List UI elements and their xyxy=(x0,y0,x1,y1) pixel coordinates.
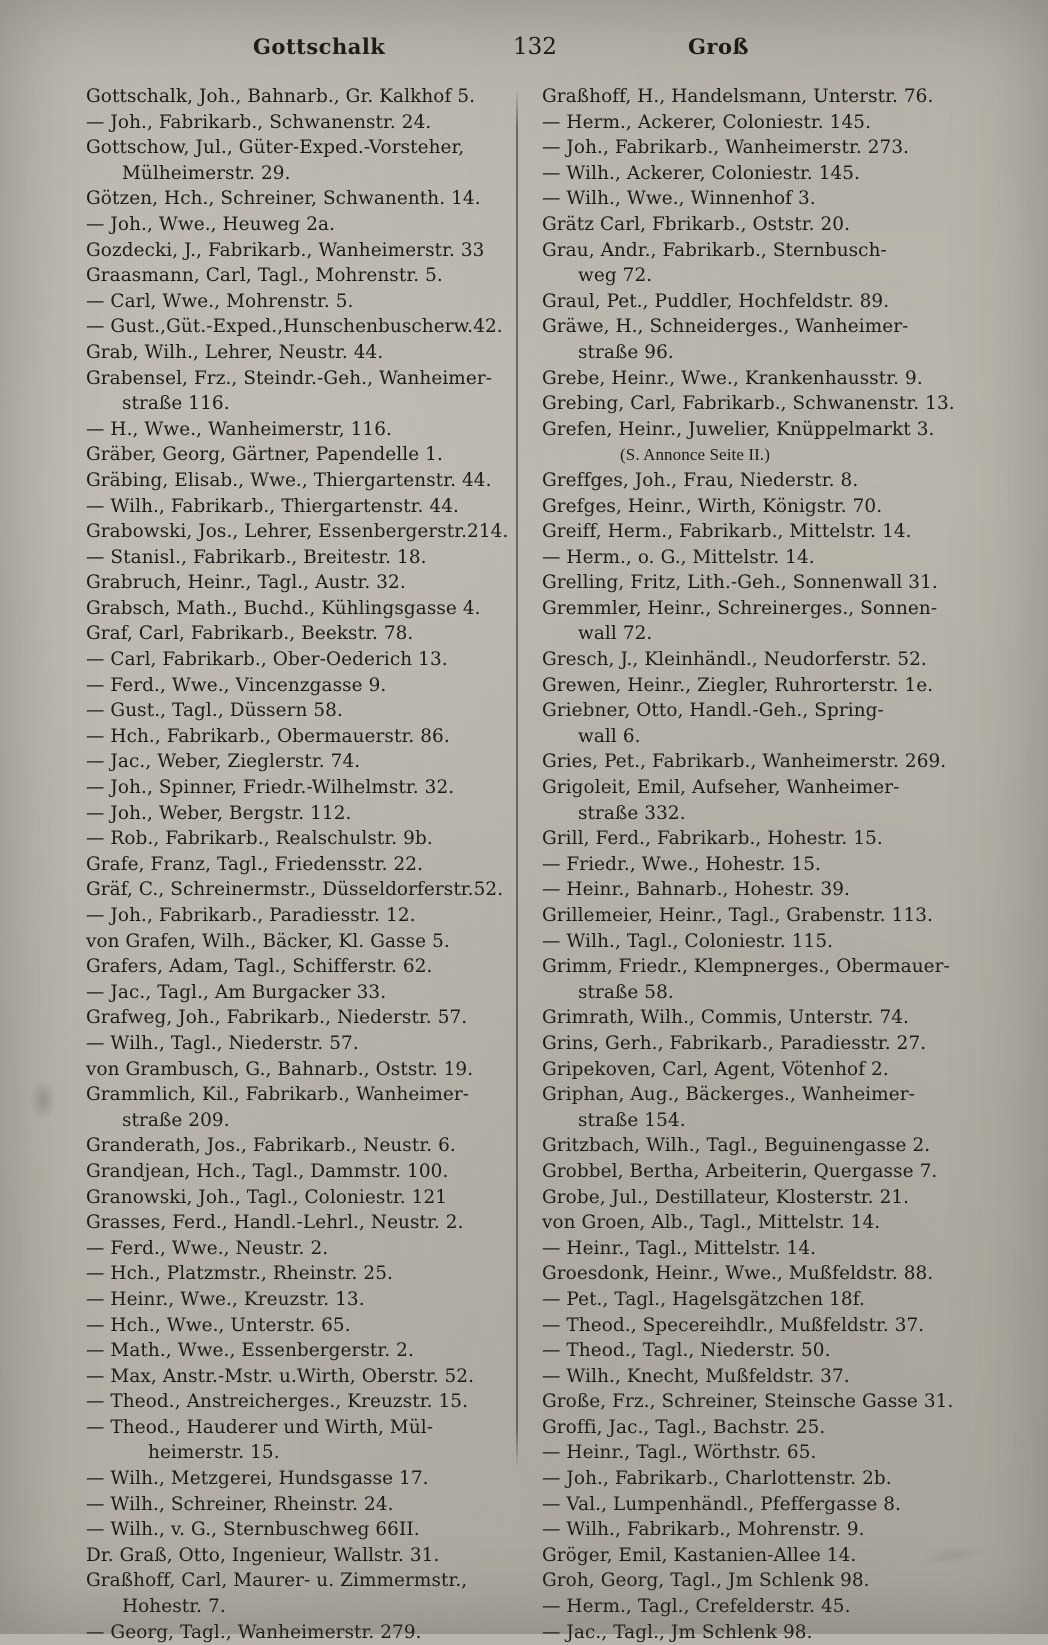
directory-entry: Graf, Carl, Fabrikarb., Beekstr. 78. xyxy=(86,623,414,645)
directory-entry: Grebe, Heinr., Wwe., Krankenhausstr. 9. xyxy=(542,367,923,389)
directory-entry: straße 332. xyxy=(578,802,686,824)
directory-entry: — Joh., Fabrikarb., Schwanenstr. 24. xyxy=(86,111,432,133)
directory-entry: — Joh., Fabrikarb., Paradiesstr. 12. xyxy=(86,905,416,926)
directory-entry: — Wilh., Schreiner, Rheinstr. 24. xyxy=(86,1493,394,1515)
directory-entry: — Theod., Specereihdlr., Mußfeldstr. 37. xyxy=(542,1314,925,1336)
directory-entry: — Wilh., Fabrikarb., Mohrenstr. 9. xyxy=(542,1519,865,1541)
directory-entry: Granderath, Jos., Fabrikarb., Neustr. 6. xyxy=(86,1135,456,1157)
directory-entry: — Wilh., Tagl., Coloniestr. 115. xyxy=(542,930,834,952)
directory-entry: Grillemeier, Heinr., Tagl., Grabenstr. 113. xyxy=(542,905,933,926)
directory-entry: Grimm, Friedr., Klempnerges., Obermauer- xyxy=(542,956,950,978)
directory-entry: Grins, Gerh., Fabrikarb., Paradiesstr. 27. xyxy=(542,1032,927,1054)
directory-entry: Gröger, Emil, Kastanien-Allee 14. xyxy=(542,1544,857,1566)
directory-entry: Graßhoff, Carl, Maurer- u. Zimmermstr., xyxy=(86,1570,468,1592)
directory-entry: straße 116. xyxy=(122,393,230,415)
directory-entry: Mülheimerstr. 29. xyxy=(122,162,291,184)
directory-entry: straße 58. xyxy=(578,981,674,1003)
directory-entry: — Joh., Fabrikarb., Wanheimerstr. 273. xyxy=(542,137,910,159)
directory-entry: — Max, Anstr.-Mstr. u.Wirth, Oberstr. 52. xyxy=(86,1365,475,1387)
directory-entry: Gries, Pet., Fabrikarb., Wanheimerstr. 269. xyxy=(542,751,947,773)
left-column xyxy=(86,84,522,1643)
directory-entry: — Math., Wwe., Essenbergerstr. 2. xyxy=(86,1340,414,1362)
directory-entry: — Hch., Platzmstr., Rheinstr. 25. xyxy=(86,1263,393,1285)
directory-entry: — Theod., Tagl., Niederstr. 50. xyxy=(542,1340,831,1362)
directory-entry: — Hch., Fabrikarb., Obermauerstr. 86. xyxy=(86,725,450,747)
directory-entry: Gräbing, Elisab., Wwe., Thiergartenstr. 44. xyxy=(86,469,492,491)
directory-entry: Grill, Ferd., Fabrikarb., Hohestr. 15. xyxy=(542,828,883,850)
directory-entry: Grabsch, Math., Buchd., Kühlingsgasse 4. xyxy=(86,597,481,619)
directory-entry: Greiff, Herm., Fabrikarb., Mittelstr. 14. xyxy=(542,521,912,543)
directory-entry: Graßhoff, H., Handelsmann, Unterstr. 76. xyxy=(542,86,934,107)
directory-entry: Graasmann, Carl, Tagl., Mohrenstr. 5. xyxy=(86,265,443,287)
directory-entry: — Jac., Tagl., Jm Schlenk 98. xyxy=(542,1621,813,1643)
paper-smudge xyxy=(30,1080,56,1120)
directory-entry: — Wilh., Tagl., Niederstr. 57. xyxy=(86,1032,359,1054)
directory-entry: Grafweg, Joh., Fabrikarb., Niederstr. 57. xyxy=(86,1007,468,1029)
directory-entry: — Herm., o. G., Mittelstr. 14. xyxy=(542,546,815,568)
directory-entry: — Joh., Fabrikarb., Charlottenstr. 2b. xyxy=(542,1468,892,1490)
directory-entry: — Herm., Tagl., Crefelderstr. 45. xyxy=(542,1596,851,1618)
directory-entry: Grabowski, Jos., Lehrer, Essenbergerstr.214. xyxy=(86,521,509,543)
directory-entry: — Joh., Spinner, Friedr.-Wilhelmstr. 32. xyxy=(86,777,455,799)
directory-entry: Gottschalk, Joh., Bahnarb., Gr. Kalkhof 5. xyxy=(86,86,476,107)
directory-entry: Grab, Wilh., Lehrer, Neustr. 44. xyxy=(86,341,384,363)
directory-entry: weg 72. xyxy=(578,265,653,287)
directory-entry: Grammlich, Kil., Fabrikarb., Wanheimer- xyxy=(86,1084,470,1106)
directory-entry: — Wilh., Knecht, Mußfeldstr. 37. xyxy=(542,1365,850,1387)
directory-entry: — Theod., Hauderer und Wirth, Mül- xyxy=(86,1416,434,1438)
directory-entry: Hohestr. 7. xyxy=(122,1596,226,1618)
directory-entry: Grefen, Heinr., Juwelier, Knüppelmarkt 3. xyxy=(542,418,935,440)
directory-entry: — Georg, Tagl., Wanheimerstr. 279. xyxy=(86,1621,422,1643)
directory-entry: Greffges, Joh., Frau, Niederstr. 8. xyxy=(542,469,859,491)
directory-entry: Gräwe, H., Schneiderges., Wanheimer- xyxy=(542,316,909,338)
directory-entry: Grefges, Heinr., Wirth, Königstr. 70. xyxy=(542,495,883,517)
directory-entry: Grätz Carl, Fbrikarb., Oststr. 20. xyxy=(542,213,851,235)
directory-entry: — Heinr., Tagl., Wörthstr. 65. xyxy=(542,1442,817,1464)
directory-entry: heimerstr. 15. xyxy=(148,1442,280,1464)
directory-entry: — Val., Lumpenhändl., Pfeffergasse 8. xyxy=(542,1493,901,1515)
directory-columns xyxy=(86,84,970,1643)
directory-entry: — Carl, Wwe., Mohrenstr. 5. xyxy=(86,290,354,312)
directory-entry: — Wilh., v. G., Sternbuschweg 66II. xyxy=(86,1519,420,1541)
directory-entry: Granowski, Joh., Tagl., Coloniestr. 121 xyxy=(86,1186,448,1208)
directory-entry: Grasses, Ferd., Handl.-Lehrl., Neustr. 2. xyxy=(86,1212,464,1234)
directory-entry: — Carl, Fabrikarb., Ober-Oederich 13. xyxy=(86,649,448,671)
directory-entry: Groesdonk, Heinr., Wwe., Mußfeldstr. 88. xyxy=(542,1263,934,1285)
directory-entry: (S. Annonce Seite II.) xyxy=(620,445,770,465)
directory-entry: Gräf, C., Schreinermstr., Düsseldorferstr.52. xyxy=(86,879,504,901)
directory-entry: Gottschow, Jul., Güter-Exped.-Vorsteher, xyxy=(86,137,465,159)
directory-entry: Grobbel, Bertha, Arbeiterin, Quergasse 7. xyxy=(542,1160,938,1182)
directory-entry: Griebner, Otto, Handl.-Geh., Spring- xyxy=(542,700,884,722)
directory-entry: straße 96. xyxy=(578,341,674,363)
directory-entry: — Ferd., Wwe., Neustr. 2. xyxy=(86,1237,329,1259)
directory-entry: — Wilh., Wwe., Winnenhof 3. xyxy=(542,188,816,210)
directory-entry: — Heinr., Wwe., Kreuzstr. 13. xyxy=(86,1288,365,1310)
directory-entry: — Ferd., Wwe., Vincenzgasse 9. xyxy=(86,674,387,696)
directory-entry: Grafers, Adam, Tagl., Schifferstr. 62. xyxy=(86,956,433,978)
directory-entry: Grewen, Heinr., Ziegler, Ruhrorterstr. 1e. xyxy=(542,674,934,696)
running-head-right: Groß xyxy=(688,34,749,59)
directory-entry: straße 209. xyxy=(122,1109,230,1131)
directory-entry: Gritzbach, Wilh., Tagl., Beguinengasse 2. xyxy=(542,1135,931,1157)
directory-entry: Grelling, Fritz, Lith.-Geh., Sonnenwall 31. xyxy=(542,572,938,594)
directory-entry: — Jac., Tagl., Am Burgacker 33. xyxy=(86,981,387,1003)
directory-entry: — Joh., Wwe., Heuweg 2a. xyxy=(86,213,336,235)
directory-entry: — Pet., Tagl., Hagelsgätzchen 18f. xyxy=(542,1288,865,1310)
directory-entry: Grafe, Franz, Tagl., Friedensstr. 22. xyxy=(86,853,424,875)
directory-entry: Große, Frz., Schreiner, Steinsche Gasse 31. xyxy=(542,1391,954,1413)
right-column xyxy=(522,84,970,1643)
directory-entry: Gresch, J., Kleinhändl., Neudorferstr. 52. xyxy=(542,649,927,671)
directory-entry: Gripekoven, Carl, Agent, Vötenhof 2. xyxy=(542,1058,889,1080)
directory-entry: wall 72. xyxy=(578,623,653,645)
directory-entry: Gräber, Georg, Gärtner, Papendelle 1. xyxy=(86,444,443,466)
directory-entry: — Wilh., Metzgerei, Hundsgasse 17. xyxy=(86,1468,429,1490)
directory-entry: Grabensel, Frz., Steindr.-Geh., Wanheimer- xyxy=(86,367,493,389)
directory-entry: — Friedr., Wwe., Hohestr. 15. xyxy=(542,853,821,875)
directory-entry: — Gust., Tagl., Düssern 58. xyxy=(86,700,343,722)
directory-entry: Grigoleit, Emil, Aufseher, Wanheimer- xyxy=(542,777,900,799)
directory-entry: Gremmler, Heinr., Schreinerges., Sonnen- xyxy=(542,597,938,619)
directory-entry: — Wilh., Ackerer, Coloniestr. 145. xyxy=(542,162,861,184)
directory-entry: Groffi, Jac., Tagl., Bachstr. 25. xyxy=(542,1416,826,1438)
directory-entry: Grau, Andr., Fabrikarb., Sternbusch- xyxy=(542,239,887,261)
directory-entry: — Jac., Weber, Zieglerstr. 74. xyxy=(86,751,361,773)
directory-entry: Grabruch, Heinr., Tagl., Austr. 32. xyxy=(86,572,406,594)
directory-entry: Grandjean, Hch., Tagl., Dammstr. 100. xyxy=(86,1160,449,1182)
directory-entry: — Theod., Anstreicherges., Kreuzstr. 15. xyxy=(86,1391,469,1413)
directory-entry: — Joh., Weber, Bergstr. 112. xyxy=(86,802,352,824)
directory-entry: — Rob., Fabrikarb., Realschulstr. 9b. xyxy=(86,828,433,850)
directory-entry: Gozdecki, J., Fabrikarb., Wanheimerstr. 33 xyxy=(86,239,485,261)
directory-entry: Groh, Georg, Tagl., Jm Schlenk 98. xyxy=(542,1570,870,1592)
directory-entry: — Gust.,Güt.-Exped.,Hunschenbuscherw.42. xyxy=(86,316,503,338)
directory-entry: von Grafen, Wilh., Bäcker, Kl. Gasse 5. xyxy=(86,930,450,952)
directory-entry: von Groen, Alb., Tagl., Mittelstr. 14. xyxy=(542,1212,881,1234)
directory-entry: straße 154. xyxy=(578,1109,686,1131)
directory-entry: — Hch., Wwe., Unterstr. 65. xyxy=(86,1314,351,1336)
directory-entry: — Heinr., Bahnarb., Hohestr. 39. xyxy=(542,879,850,901)
directory-entry: — Heinr., Tagl., Mittelstr. 14. xyxy=(542,1237,817,1259)
directory-entry: Dr. Graß, Otto, Ingenieur, Wallstr. 31. xyxy=(86,1544,440,1566)
page-header xyxy=(88,34,968,68)
directory-entry: Graul, Pet., Puddler, Hochfeldstr. 89. xyxy=(542,290,890,312)
directory-entry: wall 6. xyxy=(578,725,641,747)
running-head-left: Gottschalk xyxy=(253,34,386,59)
page-number: 132 xyxy=(513,34,557,60)
directory-entry: Griphan, Aug., Bäckerges., Wanheimer- xyxy=(542,1084,915,1106)
directory-entry: Grimrath, Wilh., Commis, Unterstr. 74. xyxy=(542,1007,909,1029)
directory-entry: von Grambusch, G., Bahnarb., Oststr. 19. xyxy=(86,1058,474,1080)
directory-entry: — Stanisl., Fabrikarb., Breitestr. 18. xyxy=(86,546,427,568)
directory-entry: Grobe, Jul., Destillateur, Klosterstr. 21. xyxy=(542,1186,910,1208)
directory-entry: — Wilh., Fabrikarb., Thiergartenstr. 44. xyxy=(86,495,459,517)
directory-entry: Götzen, Hch., Schreiner, Schwanenth. 14. xyxy=(86,188,481,210)
directory-entry: — Herm., Ackerer, Coloniestr. 145. xyxy=(542,111,872,133)
directory-entry: Grebing, Carl, Fabrikarb., Schwanenstr. 13. xyxy=(542,393,955,415)
directory-entry: — H., Wwe., Wanheimerstr, 116. xyxy=(86,418,392,440)
